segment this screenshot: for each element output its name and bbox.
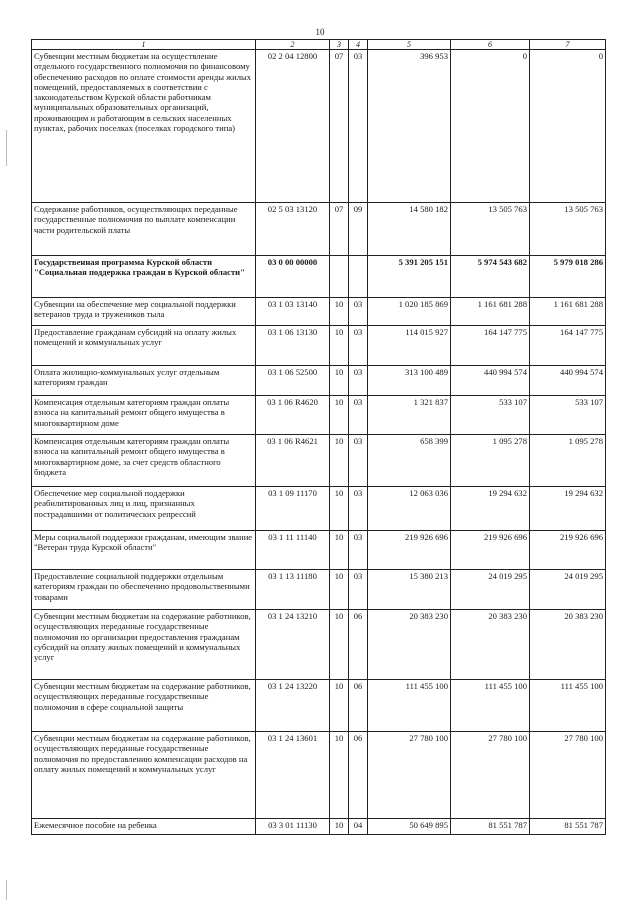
row-code: 03 1 13 11180 [256, 570, 330, 610]
row-value-1: 5 391 205 151 [368, 256, 451, 298]
row-name: Субвенции местным бюджетам на осуществление отдельного государственного полномочия по финансовому обеспечению расходов по оплате стоимости аренды жилых помещений, предоставляемых в соответствии с законодательством Курской области работникам муниципальных образовательных организаций, проживающим и работающим в сельских населенных пунктах, рабочих поселках (поселках городского типа) [32, 50, 256, 203]
row-value-3: 13 505 763 [530, 203, 606, 256]
row-value-1: 111 455 100 [368, 680, 451, 732]
row-value-1: 12 063 036 [368, 487, 451, 531]
row-subsection: 03 [349, 531, 368, 570]
row-value-2: 440 994 574 [451, 366, 530, 396]
row-subsection [349, 256, 368, 298]
row-section: 10 [330, 531, 349, 570]
row-subsection: 03 [349, 366, 368, 396]
column-header-1: 1 [32, 40, 256, 50]
column-header-2: 2 [256, 40, 330, 50]
column-number-row [32, 40, 606, 50]
row-value-3: 1 095 278 [530, 435, 606, 487]
row-code: 03 1 06 13130 [256, 326, 330, 366]
row-name: Компенсация отдельным категориям граждан оплаты взноса на капитальный ремонт общего имущества в многоквартирном доме [32, 396, 256, 435]
row-value-3: 219 926 696 [530, 531, 606, 570]
scan-edge-mark [6, 880, 7, 900]
row-subsection: 03 [349, 396, 368, 435]
row-value-1: 15 380 213 [368, 570, 451, 610]
row-value-2: 19 294 632 [451, 487, 530, 531]
column-header-3: 3 [330, 40, 349, 50]
row-value-1: 14 580 182 [368, 203, 451, 256]
table-row [32, 203, 606, 256]
row-section: 10 [330, 732, 349, 819]
row-subsection: 09 [349, 203, 368, 256]
table-row [32, 326, 606, 366]
row-code: 03 3 01 11130 [256, 819, 330, 835]
row-value-2: 1 095 278 [451, 435, 530, 487]
row-section [330, 256, 349, 298]
row-value-3: 27 780 100 [530, 732, 606, 819]
page-number: 10 [315, 27, 325, 37]
row-name: Субвенции местным бюджетам на содержание работников, осуществляющих переданные государственные полномочия по организации предоставления гражданам субсидий на оплату жилых помещений и коммунальных услуг [32, 610, 256, 680]
row-value-2: 5 974 543 682 [451, 256, 530, 298]
row-subsection: 03 [349, 326, 368, 366]
row-value-1: 658 399 [368, 435, 451, 487]
row-section: 10 [330, 326, 349, 366]
row-section: 10 [330, 298, 349, 326]
budget-table [31, 39, 606, 835]
row-code: 03 1 03 13140 [256, 298, 330, 326]
row-value-3: 440 994 574 [530, 366, 606, 396]
table-row [32, 570, 606, 610]
row-section: 10 [330, 570, 349, 610]
scan-edge-mark [6, 130, 7, 166]
row-value-3: 1 161 681 288 [530, 298, 606, 326]
row-code: 03 1 24 13210 [256, 610, 330, 680]
row-value-1: 313 100 489 [368, 366, 451, 396]
table-row [32, 680, 606, 732]
table-row [32, 435, 606, 487]
row-name: Меры социальной поддержки гражданам, имеющим звание "Ветеран труда Курской области" [32, 531, 256, 570]
row-value-3: 24 019 295 [530, 570, 606, 610]
row-code: 02 2 04 12800 [256, 50, 330, 203]
row-value-2: 20 383 230 [451, 610, 530, 680]
row-subsection: 04 [349, 819, 368, 835]
column-header-5: 5 [368, 40, 451, 50]
row-code: 03 1 06 R4620 [256, 396, 330, 435]
row-name: Субвенции на обеспечение мер социальной поддержки ветеранов труда и тружеников тыла [32, 298, 256, 326]
row-section: 07 [330, 203, 349, 256]
row-value-1: 27 780 100 [368, 732, 451, 819]
row-value-2: 533 107 [451, 396, 530, 435]
row-value-1: 396 953 [368, 50, 451, 203]
row-name: Предоставление социальной поддержки отдельным категориям граждан по обеспечению продовольственными товарами [32, 570, 256, 610]
table-row [32, 366, 606, 396]
table-row [32, 610, 606, 680]
column-header-4: 4 [349, 40, 368, 50]
row-value-3: 5 979 018 286 [530, 256, 606, 298]
row-section: 10 [330, 396, 349, 435]
row-section: 07 [330, 50, 349, 203]
row-value-1: 20 383 230 [368, 610, 451, 680]
row-value-2: 164 147 775 [451, 326, 530, 366]
row-section: 10 [330, 680, 349, 732]
row-code: 03 1 24 13220 [256, 680, 330, 732]
row-value-2: 1 161 681 288 [451, 298, 530, 326]
column-header-6: 6 [451, 40, 530, 50]
table-row [32, 50, 606, 203]
row-subsection: 03 [349, 298, 368, 326]
row-value-1: 219 926 696 [368, 531, 451, 570]
row-value-1: 1 321 837 [368, 396, 451, 435]
row-name: Содержание работников, осуществляющих переданные государственные полномочия по выплате компенсации части родительской платы [32, 203, 256, 256]
row-value-3: 20 383 230 [530, 610, 606, 680]
row-value-3: 0 [530, 50, 606, 203]
table-row-program [32, 256, 606, 298]
column-header-7: 7 [530, 40, 606, 50]
row-section: 10 [330, 487, 349, 531]
row-section: 10 [330, 610, 349, 680]
row-value-2: 0 [451, 50, 530, 203]
row-subsection: 06 [349, 610, 368, 680]
row-subsection: 03 [349, 50, 368, 203]
row-code: 03 1 24 13601 [256, 732, 330, 819]
row-value-2: 111 455 100 [451, 680, 530, 732]
row-name: Субвенции местным бюджетам на содержание работников, осуществляющих переданные государственные полномочия в сфере социальной защиты [32, 680, 256, 732]
row-code: 03 1 09 11170 [256, 487, 330, 531]
row-value-3: 533 107 [530, 396, 606, 435]
row-value-1: 50 649 895 [368, 819, 451, 835]
row-value-3: 81 551 787 [530, 819, 606, 835]
row-code: 03 0 00 00000 [256, 256, 330, 298]
table-row [32, 819, 606, 835]
row-code: 03 1 06 R4621 [256, 435, 330, 487]
row-subsection: 03 [349, 570, 368, 610]
row-value-2: 27 780 100 [451, 732, 530, 819]
table-row [32, 732, 606, 819]
row-name: Ежемесячное пособие на ребенка [32, 819, 256, 835]
row-value-2: 24 019 295 [451, 570, 530, 610]
row-section: 10 [330, 819, 349, 835]
table-row [32, 531, 606, 570]
row-subsection: 06 [349, 732, 368, 819]
row-subsection: 06 [349, 680, 368, 732]
row-name: Обеспечение мер социальной поддержки реабилитированных лиц и лиц, признанных пострадавшими от политических репрессий [32, 487, 256, 531]
table-row [32, 396, 606, 435]
row-value-2: 81 551 787 [451, 819, 530, 835]
row-code: 02 5 03 13120 [256, 203, 330, 256]
row-section: 10 [330, 366, 349, 396]
row-section: 10 [330, 435, 349, 487]
row-subsection: 03 [349, 435, 368, 487]
row-name: Оплата жилищно-коммунальных услуг отдельным категориям граждан [32, 366, 256, 396]
row-name: Компенсация отдельным категориям граждан оплаты взноса на капитальный ремонт общего имущества в многоквартирном доме, за счет средств областного бюджета [32, 435, 256, 487]
row-value-2: 13 505 763 [451, 203, 530, 256]
row-name: Государственная программа Курской области "Социальная поддержка граждан в Курской области" [32, 256, 256, 298]
row-name: Субвенции местным бюджетам на содержание работников, осуществляющих переданные государственные полномочия по предоставлению компенсации расходов на оплату жилых помещений и коммунальных услуг [32, 732, 256, 819]
row-value-1: 1 020 185 869 [368, 298, 451, 326]
row-value-1: 114 015 927 [368, 326, 451, 366]
row-code: 03 1 06 52500 [256, 366, 330, 396]
row-value-3: 164 147 775 [530, 326, 606, 366]
row-name: Предоставление гражданам субсидий на оплату жилых помещений и коммунальных услуг [32, 326, 256, 366]
row-value-3: 111 455 100 [530, 680, 606, 732]
row-value-2: 219 926 696 [451, 531, 530, 570]
row-code: 03 1 11 11140 [256, 531, 330, 570]
table-row [32, 298, 606, 326]
table-row [32, 487, 606, 531]
row-subsection: 03 [349, 487, 368, 531]
row-value-3: 19 294 632 [530, 487, 606, 531]
